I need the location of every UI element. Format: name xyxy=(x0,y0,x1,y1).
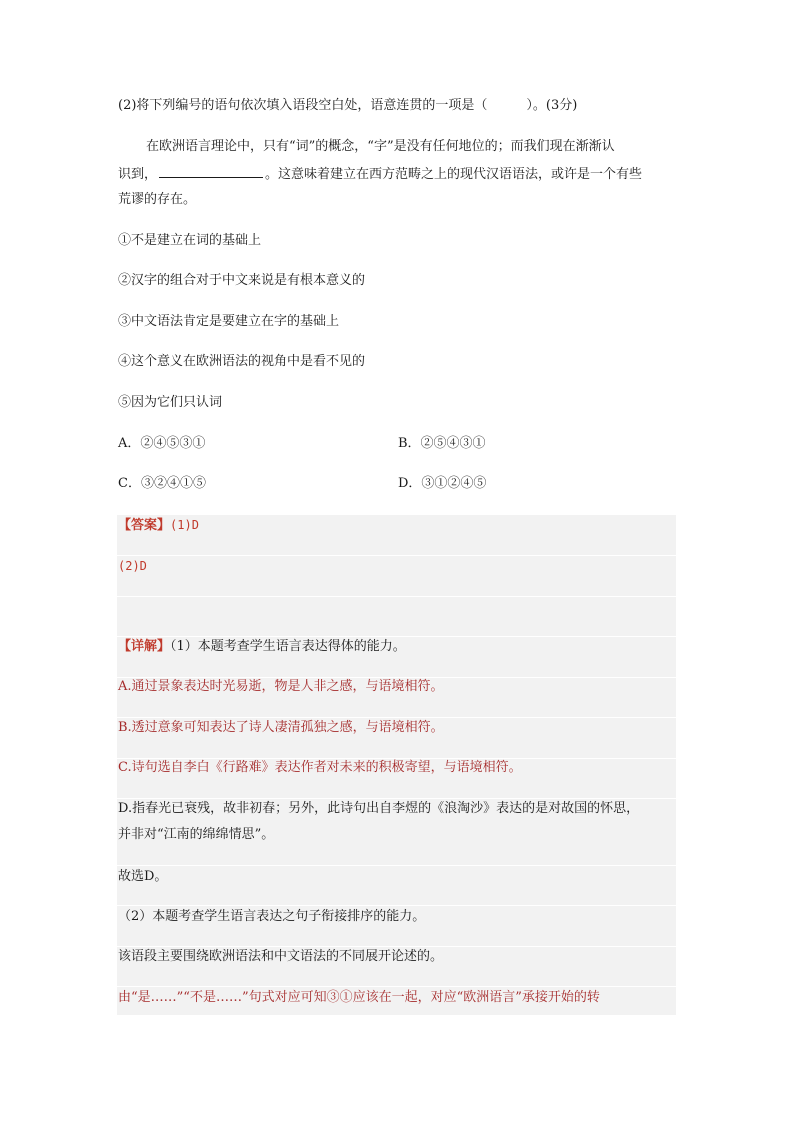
detail-q2-line-1: 该语段主要围绕欧洲语法和中文语法的不同展开论述的。 xyxy=(118,949,444,964)
detail-option-c: C.诗句选自李白《行路难》表达作者对未来的积极寄望，与语境相符。 xyxy=(118,760,522,775)
answer-line-1: (1)D xyxy=(170,518,199,532)
row-divider xyxy=(117,905,676,906)
detail-q2-line-2: 由“是……”“不是……”句式对应可知③①应该在一起，对应“欧洲语言”承接开始的转 xyxy=(118,990,600,1005)
row-divider xyxy=(117,555,676,556)
detail-option-d-line-2: 并非对“江南的绵绵情思”。 xyxy=(118,827,275,842)
detail-intro: （1）本题考查学生语言表达得体的能力。 xyxy=(170,639,406,654)
statement-item-3: ③中文语法肯定是要建立在字的基础上 xyxy=(118,314,340,329)
answer-row xyxy=(118,515,199,536)
option-c[interactable]: C．③②④①⑤ xyxy=(118,476,206,491)
detail-row xyxy=(118,637,406,657)
statement-item-2: ②汉字的组合对于中文来说是有根本意义的 xyxy=(118,273,366,288)
question-header: (2)将下列编号的语句依次填入语段空白处，语意连贯的一项是（ ）。(3分) xyxy=(118,98,578,113)
row-divider xyxy=(117,596,676,597)
detail-choose: 故选D。 xyxy=(118,869,168,884)
option-d[interactable]: D．③①②④⑤ xyxy=(398,476,487,491)
statement-item-5: ⑤因为它们只认词 xyxy=(118,395,223,410)
paragraph-line-2 xyxy=(118,163,642,185)
detail-q2-intro: （2）本题考查学生语言表达之句子衔接排序的能力。 xyxy=(118,909,426,924)
statement-item-1: ①不是建立在词的基础上 xyxy=(118,233,262,248)
paragraph-line-1: 在欧洲语言理论中，只有“词”的概念，“字”是没有任何地位的；而我们现在渐渐认 xyxy=(146,139,615,154)
detail-option-d-line-1: D.指春光已衰残，故非初春；另外，此诗句出自李煜的《浪淘沙》表达的是对故国的怀思， xyxy=(118,801,640,816)
detail-label: 【详解】 xyxy=(118,639,171,654)
row-divider xyxy=(117,986,676,987)
option-a[interactable]: A．②④⑤③① xyxy=(118,436,206,451)
fill-in-blank[interactable] xyxy=(159,163,263,178)
detail-option-a: A.通过景象表达时光易逝，物是人非之感，与语境相符。 xyxy=(118,679,444,694)
option-b[interactable]: B．②⑤④③① xyxy=(398,436,486,451)
detail-option-b: B.透过意象可知表达了诗人凄清孤独之感，与语境相符。 xyxy=(118,720,444,735)
answer-line-2: (2)D xyxy=(118,559,147,573)
paragraph-line-2-suffix: 。这意味着建立在西方范畴之上的现代汉语语法，或许是一个有些 xyxy=(265,167,643,182)
answer-label: 【答案】 xyxy=(118,518,171,533)
paragraph-line-3: 荒谬的存在。 xyxy=(118,192,197,207)
paragraph-line-2-prefix: 识到， xyxy=(118,167,158,182)
row-divider xyxy=(117,865,676,866)
statement-item-4: ④这个意义在欧洲语法的视角中是看不见的 xyxy=(118,354,366,369)
